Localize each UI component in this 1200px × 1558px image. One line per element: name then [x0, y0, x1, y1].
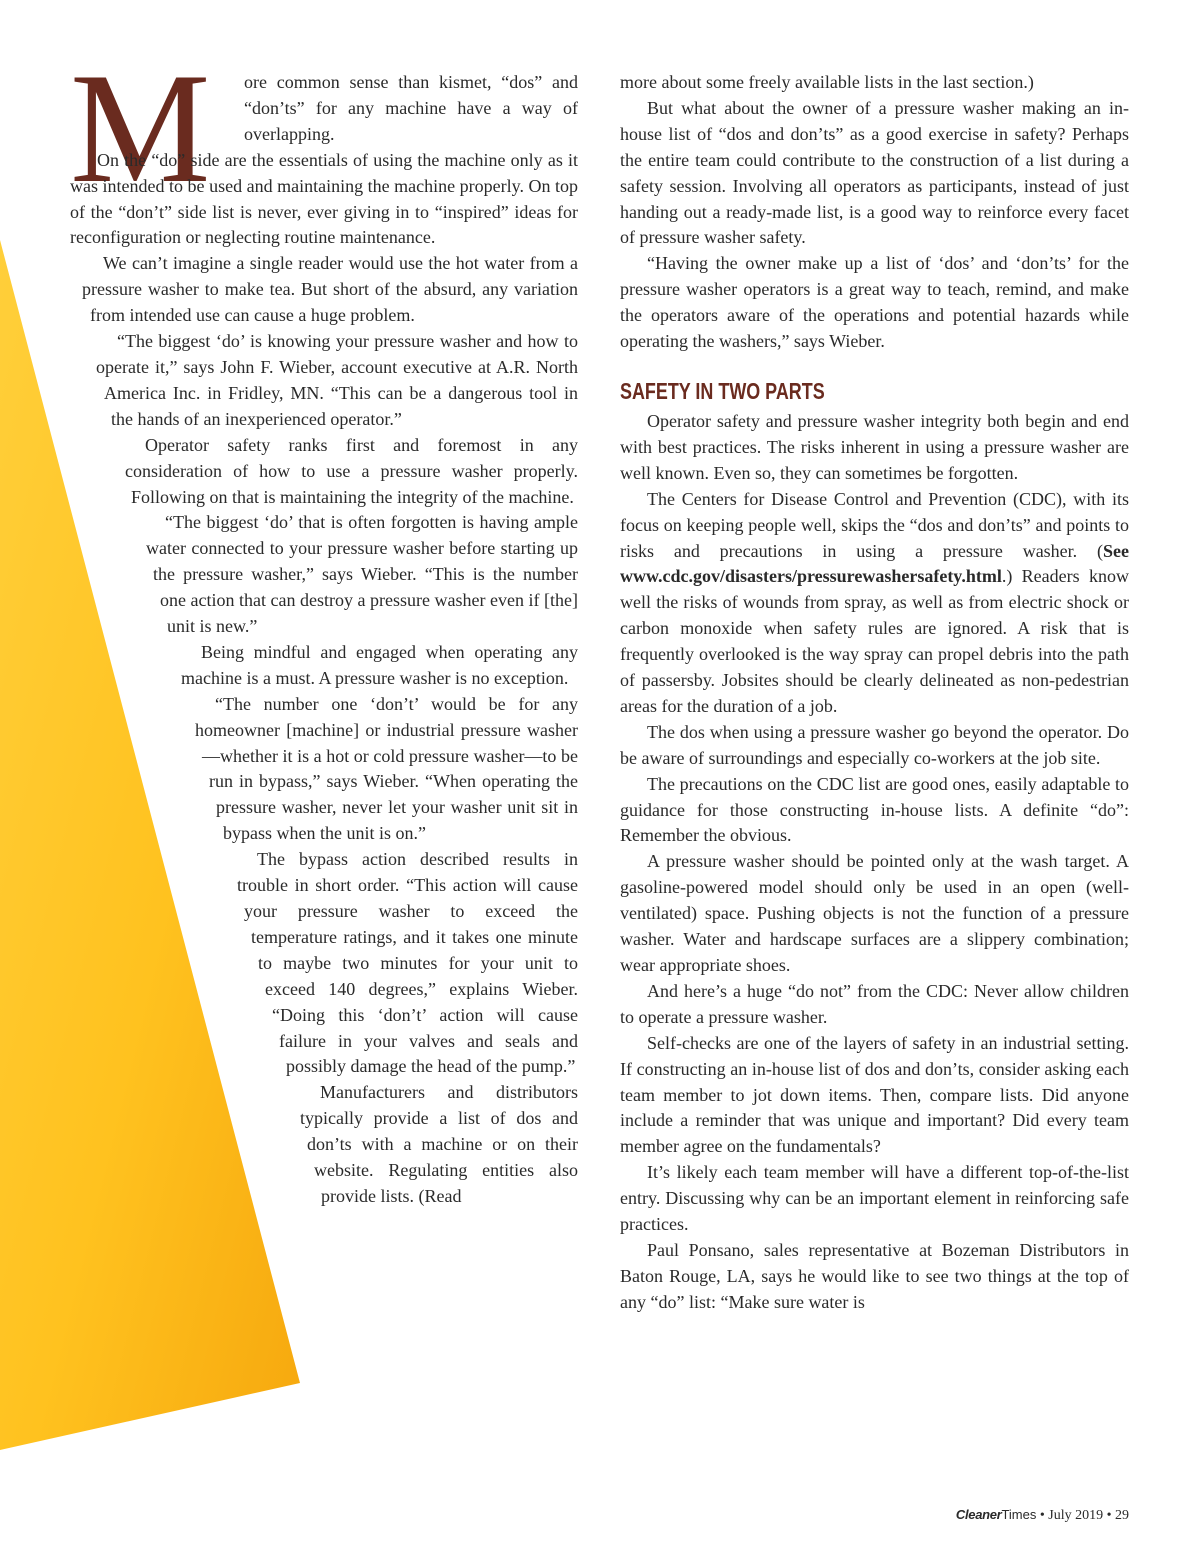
left-paragraph-7: Being mindful and engaged when operating any machine is a must. A pressure washer is no exception. — [181, 641, 578, 688]
footer-brand-cleaner: Cleaner — [955, 1507, 1002, 1522]
left-paragraph-2-text: On the “do” side are the essentials of using the machine only as it was intended to be used and maintaining the machine properly. On top of the “don’t” side list is never, ever giving in to “inspired” ideas for reconfiguration or neglecting routine maintenance. — [70, 149, 578, 248]
footer-brand-times: Times — [1001, 1507, 1037, 1522]
right-paragraph-10: Self-checks are one of the layers of safety in an industrial setting. If constructing an in-house list of dos and don’ts, consider asking each team member to jot down items. Then, compare lists. Did anyone include a reminder that was unique and important? Did every team member agree on the fundamentals? — [620, 1032, 1129, 1157]
right-paragraph-7: The precautions on the CDC list are good ones, easily adaptable to guidance for those constructing in-house lists. A definite “do”: Remember the obvious. — [620, 773, 1129, 846]
drop-cap: M — [70, 41, 211, 216]
right-paragraph-5-b: .) Readers know well the risks of wounds from spray, as well as from electric shock or carbon monoxide when safety rules are ignored. A risk that is frequently overlooked is the way spray can propel debris into the path of passersby. Jobsites should be clearly delineated as non-pedestrian areas for the duration of a job. — [620, 566, 1129, 716]
left-paragraph-9: The bypass action described results in trouble in short order. “This action will cause your pressure washer to exceed the temperature ratings, and it takes one minute to maybe two minutes for your unit to exceed 140 degrees,” explains Wieber. “Doing this ‘don’t’ action will cause failure in your valves and seals and possibly damage the head of the pump.” — [237, 849, 578, 1077]
section-heading: SAFETY IN TWO PARTS — [620, 377, 825, 404]
left-paragraph-5: Operator safety ranks first and foremost in any consideration of how to use a pressure washer properly. Following on that is maintaining the integrity of the machine. — [125, 434, 578, 507]
left-paragraph-10: Manufacturers and distributors typically provide a list of dos and don’ts with a machine or on their website. Regulating entities also provide lists. (Read — [300, 1082, 578, 1206]
left-paragraph-6: “The biggest ‘do’ that is often forgotten is having ample water connected to your pressure washer before starting up the pressure washer,” says Wieber. “This is the number one action that can destroy a pressure washer even if [the] unit is new.” — [146, 512, 578, 637]
left-paragraph-8: “The number one ‘don’t’ would be for any homeowner [machine] or industrial pressure washer—whether it is a hot or cold pressure washer—to be run in bypass,” says Wieber. “When operating the pressure washer, never let your washer unit sit in bypass when the unit is on.” — [195, 693, 578, 844]
left-paragraph-3: We can’t imagine a single reader would use the hot water from a pressure washer to make tea. But short of the absurd, any variation from intended use can cause a huge problem. — [82, 253, 578, 326]
right-paragraph-6: The dos when using a pressure washer go beyond the operator. Do be aware of surroundings and especially co-workers at the job site. — [620, 721, 1129, 768]
right-column — [620, 70, 1129, 1316]
right-paragraph-12: Paul Ponsano, sales representative at Bozeman Distributors in Baton Rouge, LA, says he would like to see two things at the top of any “do” list: “Make sure water is — [620, 1239, 1129, 1312]
right-paragraph-5-a: The Centers for Disease Control and Prevention (CDC), with its focus on keeping people well, skips the “dos and don’ts” and points to risks and precautions in using a pressure washer. ( — [620, 488, 1129, 561]
right-paragraph-5 — [620, 487, 1129, 720]
page-footer — [956, 1507, 1129, 1524]
right-paragraph-1: more about some freely available lists in the last section.) — [620, 72, 1034, 92]
cdc-link[interactable]: See www.cdc.gov/disasters/pressurewashersafety.html — [620, 540, 1129, 587]
right-paragraph-11: It’s likely each team member will have a different top-of-the-list entry. Discussing why can be an important element in reinforcing safe practices. — [620, 1162, 1129, 1235]
right-paragraph-3: “Having the owner make up a list of ‘dos’ and ‘don’ts’ for the pressure washer operators is a great way to teach, remind, and make the operators aware of the operations and potential hazards while operating the washers,” says Wieber. — [620, 253, 1129, 352]
left-paragraph-1-text: ore common sense than kismet, “dos” and “don’ts” for any machine have a way of overlapping. — [244, 72, 578, 144]
footer-issue-page: • July 2019 • 29 — [1036, 1508, 1129, 1523]
left-column — [70, 41, 578, 1558]
left-paragraph-4: “The biggest ‘do’ is knowing your pressure washer and how to operate it,” says John F. Wieber, account executive at A.R. North America Inc. in Fridley, MN. “This can be a dangerous tool in the hands of an inexperienced operator.” — [96, 331, 578, 429]
right-paragraph-4: Operator safety and pressure washer integrity both begin and end with best practices. The risks inherent in using a pressure washer are well known. Even so, they can sometimes be forgotten. — [620, 410, 1129, 483]
right-paragraph-9: And here’s a huge “do not” from the CDC: Never allow children to operate a pressure washer. — [620, 980, 1129, 1027]
right-paragraph-8: A pressure washer should be pointed only at the wash target. A gasoline-powered model should only be used in an open (well-ventilated) space. Pushing objects is not the function of a pressure washer. Water and hardscape surfaces are a slippery combination; wear appropriate shoes. — [620, 851, 1129, 975]
left-paragraph-2 — [70, 148, 578, 252]
right-paragraph-2: But what about the owner of a pressure washer making an in-house list of “dos and don’ts” as a good exercise in safety? Perhaps the entire team could contribute to the construction of a list during a safety session. Involving all operators as participants, instead of just handing out a ready-made list, is a good way to reinforce every facet of pressure washer safety. — [620, 97, 1129, 248]
